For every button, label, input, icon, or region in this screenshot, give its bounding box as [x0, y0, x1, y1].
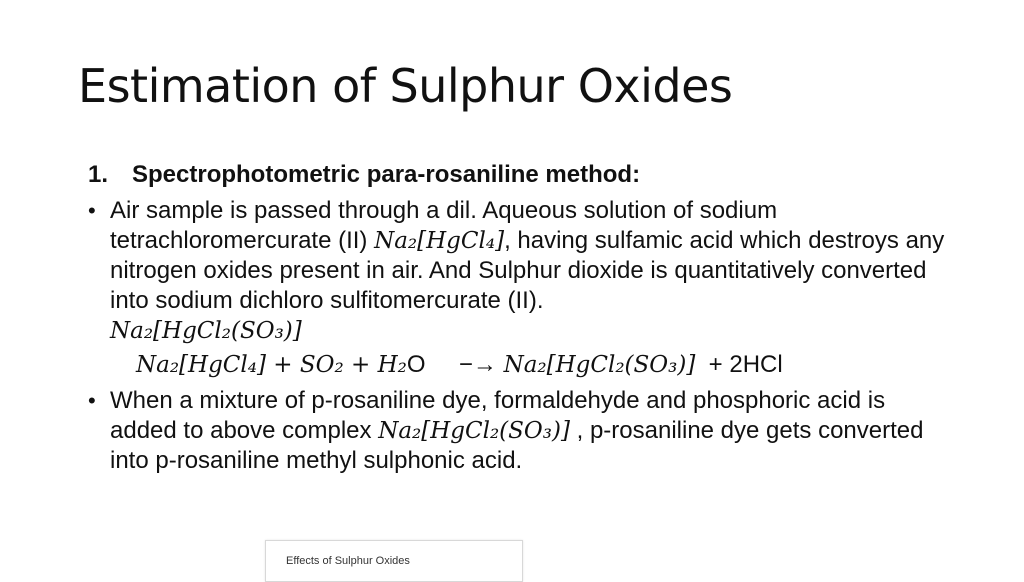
- bullet-text-2: [110, 386, 958, 476]
- equation-tail: + 2HCl: [708, 351, 783, 378]
- bullet1-text-2: , having sulfamic acid which destroys any nitrogen oxides present in air. And Sulphur dioxide is quantitatively converted into sodium dichloro sulfitomercurate (II).: [110, 227, 945, 314]
- equation-right: Na₂[HgCl₂(SO₃)]: [503, 352, 696, 378]
- bullet2-text-1: When a mixture of p-rosaniline dye, formaldehyde and phosphoric acid is added to above complex: [110, 387, 886, 444]
- reaction-equation: [88, 350, 958, 380]
- slide-content: [88, 160, 958, 480]
- bullet1-text: Air sample is passed through a dil. Aqueous solution of sodium tetrachloromercurate (II): [110, 197, 778, 254]
- equation-o: O: [406, 351, 426, 378]
- slide-title: Estimation of Sulphur Oxides: [78, 59, 733, 113]
- bullet-item-2: [88, 386, 958, 476]
- bullet1-formula-2: Na₂[HgCl₂(SO₃)]: [110, 318, 302, 344]
- bullet-icon: •: [88, 388, 96, 413]
- bullet1-formula-1: Na₂[HgCl₄]: [374, 228, 505, 254]
- bullet-icon: •: [88, 198, 96, 223]
- heading-number: 1.: [88, 161, 109, 188]
- equation-left: Na₂[HgCl₄] + SO₂ + H₂: [136, 352, 407, 378]
- bullet-item-1: [88, 196, 958, 346]
- next-slide-thumbnail[interactable]: [265, 540, 523, 582]
- heading-text: Spectrophotometric para-rosaniline method:: [132, 161, 641, 188]
- equation-arrow: −→: [458, 351, 497, 378]
- bullet2-formula: Na₂[HgCl₂(SO₃)]: [378, 418, 570, 444]
- bullet2-text-2: , p-rosaniline dye gets converted into p-rosaniline methyl sulphonic acid.: [110, 417, 924, 474]
- method-heading: [88, 160, 958, 190]
- thumbnail-label: Effects of Sulphur Oxides: [286, 555, 410, 567]
- bullet-text-1: [110, 196, 958, 346]
